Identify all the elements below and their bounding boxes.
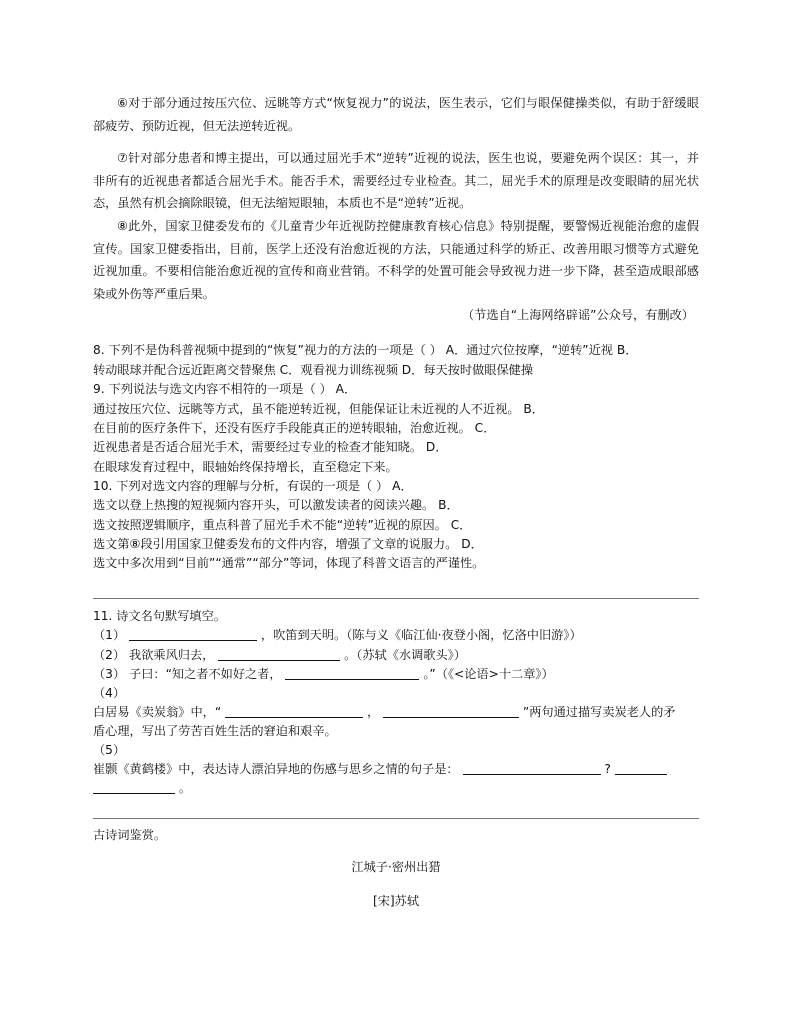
fill-item-2-number: （2） (93, 648, 126, 662)
section-divider (93, 598, 699, 599)
section-divider-2 (93, 818, 699, 819)
poem-title: 江城子·密州出猎 (351, 860, 441, 874)
fill-item-1-text: ，吹笛到天明。（陈与义《临江仙·夜登小阁，忆洛中旧游》） (260, 628, 582, 642)
fill-item-2-prefix: 我欲乘风归去， (129, 648, 215, 662)
fill-blank-5a[interactable] (463, 761, 601, 775)
poem-author: [宋]苏轼 (372, 894, 420, 908)
fill-blank-5c[interactable] (93, 780, 175, 794)
question-9-option-d: 在眼球发育过程中，眼轴始终保持增长，直至稳定下来。 (93, 460, 398, 474)
paragraph-7: ⑦针对部分患者和博主提出，可以通过屈光手术“逆转”近视的说法，医生也说，要避免两个误区：其一，并非所有的近视患者都适合屈光手术。能否手术，需要经过专业检查。其二，屈光手术的原理是改变眼睛的屈光状态，虽然有机会摘除眼镜，但无法缩短眼轴，本质也不是“逆转”近视。 (93, 151, 699, 210)
question-11-title: 11. 诗文名句默写填空。 (93, 609, 226, 623)
question-9-option-a: 通过按压穴位、远眺等方式，虽不能逆转近视，但能保证让未近视的人不近视。 B． (93, 402, 544, 416)
fill-item-3-number: （3） (93, 667, 126, 681)
question-8-line1: 8. 下列不是伪科普视频中提到的“恢复”视力的方法的一项是（ ） A．通过穴位按摩，“逆转”近视 B． (93, 343, 638, 357)
fill-item-1 (93, 626, 582, 643)
fill-item-4-number: （4） (93, 686, 126, 700)
question-9-option-c: 近视患者是否适合屈光手术，需要经过专业的检查才能知晓。 D． (93, 440, 448, 454)
fill-item-1-number: （1） (93, 628, 126, 642)
fill-item-3-suffix: 。”（《<论语>十二章》） (423, 667, 554, 681)
fill-item-5 (93, 760, 667, 777)
fill-item-5-separator: ? (604, 762, 611, 776)
question-10-option-b: 选文按照逻辑顺序，重点科普了屈光手术不能“逆转”近视的原因。 C． (93, 518, 472, 532)
fill-item-4-prefix: 白居易《卖炭翁》中，“ (93, 705, 222, 719)
paragraph-6: ⑥对于部分通过按压穴位、远眺等方式“恢复视力”的说法，医生表示，它们与眼保健操类似，有助于舒缓眼部疲劳、预防近视，但无法逆转近视。 (93, 96, 699, 133)
fill-blank-4a[interactable] (225, 704, 363, 718)
question-10-stem: 10. 下列对选文内容的理解与分析，有误的一项是（ ） A． (93, 479, 413, 493)
fill-item-4-comma: ， (366, 705, 380, 719)
fill-item-3 (93, 665, 554, 682)
fill-item-5-prefix: 崔颢《黄鹤楼》中，表达诗人漂泊异地的伤感与思乡之情的句子是： (93, 762, 459, 776)
fill-item-4 (93, 703, 675, 720)
paragraph-8: ⑧此外，国家卫健委发布的《儿童青少年近视防控健康教育核心信息》特别提醒，要警惕近视能治愈的虚假宣传。国家卫健委指出，目前，医学上还没有治愈近视的方法，只能通过科学的矫正、改善用眼习惯等方式避免近视加重。不要相信能治愈近视的宣传和商业营销。不科学的处置可能会导致视力进一步下降，甚至造成眼部感染或外伤等严重后果。 (93, 219, 699, 301)
fill-item-3-prefix: 子曰：“知之者不如好之者， (129, 667, 282, 681)
fill-item-2 (93, 646, 466, 663)
appreciation-heading: 古诗词鉴赏。 (93, 828, 167, 842)
fill-item-4-continued: 盾心理，写出了劳苦百姓生活的窘迫和艰辛。 (93, 724, 337, 738)
fill-blank-5b[interactable] (615, 761, 667, 775)
fill-blank-2[interactable] (218, 647, 340, 661)
fill-item-5-continued (93, 779, 191, 796)
question-9-stem: 9. 下列说法与选文内容不相符的一项是（ ） A． (93, 382, 357, 396)
source-note: （节选自“上海网络辟谣”公众号，有删改） (461, 308, 694, 322)
question-8-line2: 转动眼球并配合远近距离交替聚焦 C．观看视力训练视频 D．每天按时做眼保健操 (93, 363, 534, 377)
fill-blank-3[interactable] (285, 666, 419, 680)
fill-item-5-number: （5） (93, 743, 126, 757)
fill-blank-1[interactable] (129, 627, 257, 641)
fill-blank-4b[interactable] (383, 704, 519, 718)
question-10-option-c: 选文第⑧段引用国家卫健委发布的文件内容，增强了文章的说服力。 D． (93, 537, 483, 551)
question-10-option-a: 选文以登上热搜的短视频内容开头，可以激发读者的阅读兴趣。 B． (93, 498, 459, 512)
question-10-option-d: 选文中多次用到“目前”“通常”“部分”等词，体现了科普文语言的严谨性。 (93, 556, 485, 570)
fill-item-2-suffix: 。（苏轼《水调歌头》） (344, 648, 466, 662)
question-9-option-b: 在目前的医疗条件下，还没有医疗手段能真正的逆转眼轴，治愈近视。 C． (93, 421, 496, 435)
fill-item-4-suffix: ”两句通过描写卖炭老人的矛 (522, 705, 676, 719)
fill-item-5-end: 。 (178, 781, 192, 795)
